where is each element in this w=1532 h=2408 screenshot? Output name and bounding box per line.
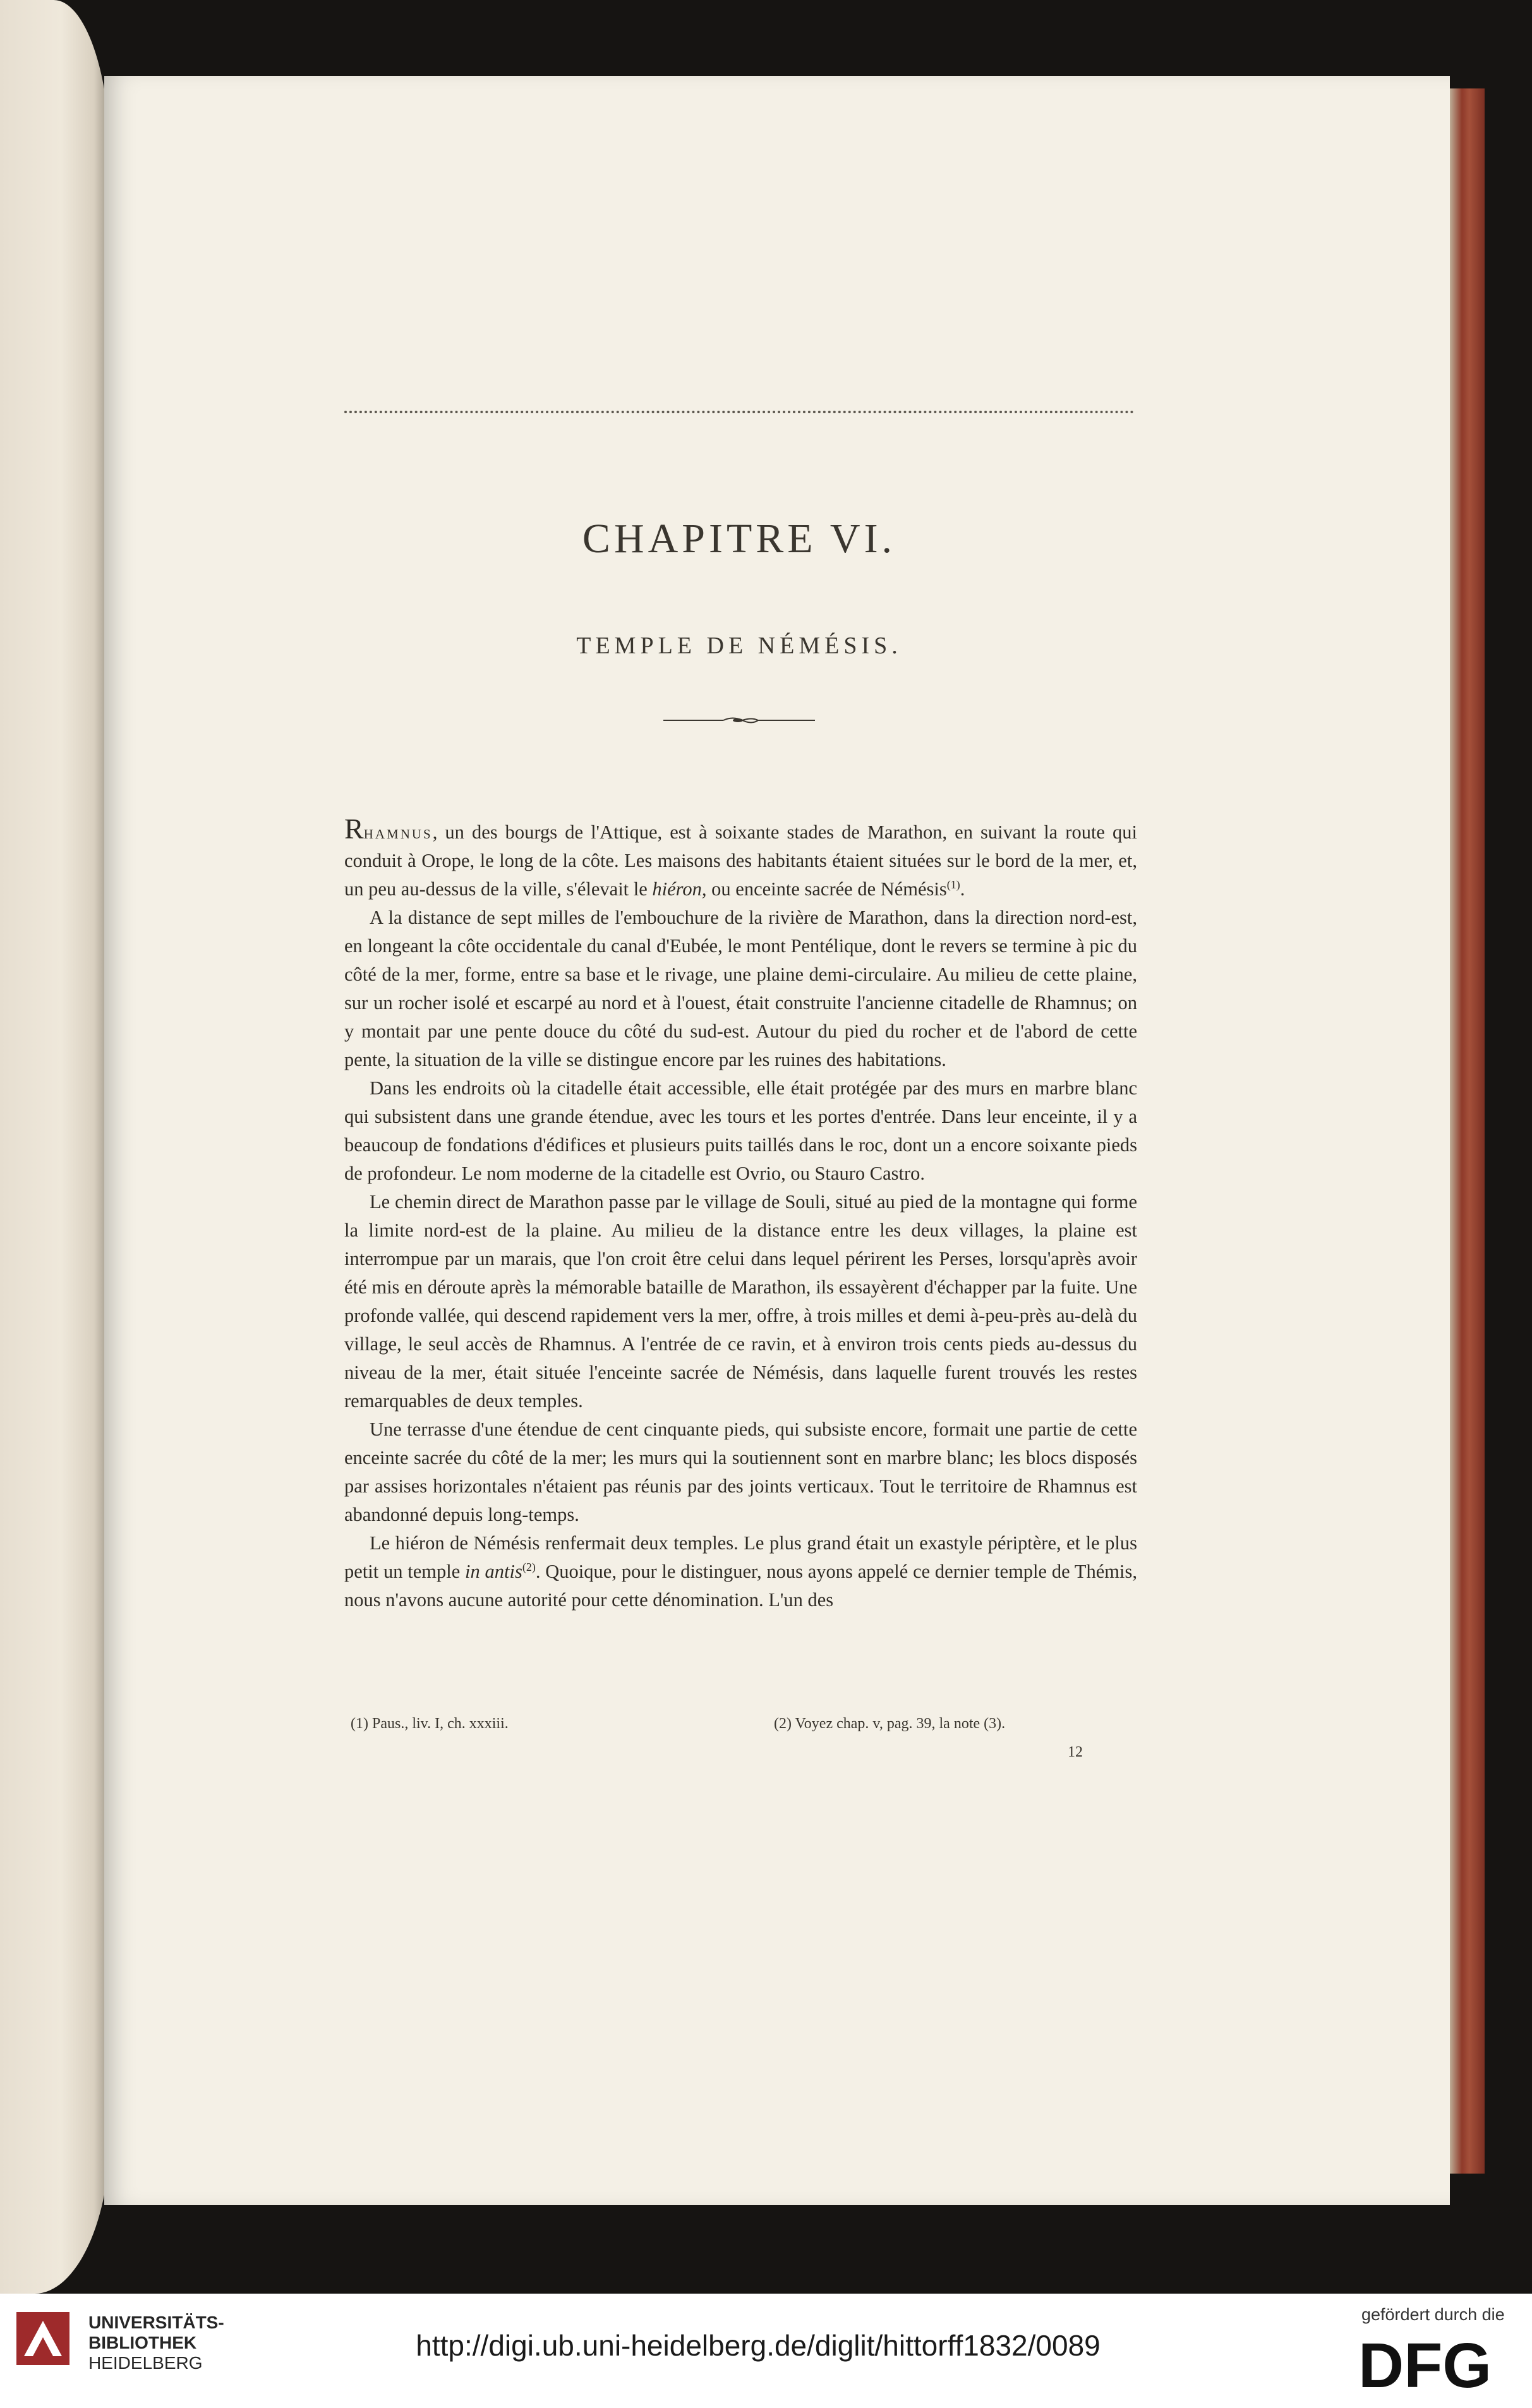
library-line-3: HEIDELBERG	[88, 2353, 203, 2373]
paragraph-4: Le chemin direct de Marathon passe par le village de Souli, situé au pied de la montagne qui forme la limite nord-est de la plaine. Au milieu de la distance entre les deux villages, la plaine est interrompue par un marais, que l'on croit être celui dans lequel périrent les Perses, lorsqu'après avoir été mis en déroute après la mémorable bataille de Marathon, ils essayèrent d'échapper par la fuite. Une profonde vallée, qui descend rapidement vers la mer, offre, à trois milles et demi à-peu-près au-delà du village, le seul accès de Rhamnus. A l'entrée de ce ravin, et à environ trois cents pieds au-dessus du niveau de la mer, était située l'enceinte sacrée de Némésis, dans laquelle furent trouvés les restes remarquables de deux temples.	[344, 1191, 1137, 1412]
page-url-link[interactable]: http://digi.ub.uni-heidelberg.de/diglit/hittorff1832/0089	[416, 2329, 1101, 2362]
dfg-logo-icon	[1358, 2332, 1516, 2395]
paragraph-2: A la distance de sept milles de l'embouchure de la rivière de Marathon, dans la direction nord-est, en longeant la côte occidentale du canal d'Eubée, le mont Pentélique, dont le revers se termine à pic du côté de la mer, forme, entre sa base et le rivage, une plaine demi-circulaire. Au milieu de cette plaine, sur un rocher isolé et escarpé au nord et à l'ouest, était construite l'ancienne citadelle de Rhamnus; on y montait par une pente douce du côté du sud-est. Autour du pied du rocher et de l'abord de cette pente, la situation de la ville se distingue encore par les ruines des habitations.	[344, 907, 1137, 1070]
paragraph-6	[344, 1529, 1137, 1614]
italic-term: hiéron,	[652, 878, 707, 900]
dfg-logo-text: DFG	[1358, 2332, 1492, 2395]
library-line-1: UNIVERSITÄTS-	[88, 2313, 224, 2332]
library-name	[88, 2313, 224, 2373]
chapter-subtitle: TEMPLE DE NÉMÉSIS.	[576, 632, 902, 659]
body-text	[344, 813, 1137, 1614]
drop-cap: R	[344, 813, 364, 845]
paragraph-1	[344, 813, 1137, 904]
footnote-ref: (1)	[946, 878, 960, 891]
footnote-1: (1) Paus., liv. I, ch. xxxiii.	[351, 1715, 509, 1732]
paragraph-end: .	[960, 878, 965, 900]
footnote-ref: (2)	[522, 1560, 536, 1573]
paragraph-text: ou enceinte sacrée de Némésis	[706, 878, 947, 900]
paragraph-3: Dans les endroits où la citadelle était accessible, elle était protégée par des murs en marbre blanc qui subsistent dans une grande étendue, avec les tours et les portes d'entrée. Dans leur enceinte, il y a beaucoup de fondations d'édifices et plusieurs puits taillés dans le roc, dont un a encore soixante pieds de profondeur. Le nom moderne de la citadelle est Ovrio, ou Stauro Castro.	[344, 1077, 1137, 1184]
paragraph-5: Une terrasse d'une étendue de cent cinquante pieds, qui subsiste encore, formait une partie de cette enceinte sacrée du côté de la mer; les murs qui la soutiennent sont en marbre blanc; les blocs disposés par assises horizontales n'étaient pas réunis par des joints verticaux. Tout le territoire de Rhamnus est abandonné depuis long-temps.	[344, 1419, 1137, 1525]
library-line-2: BIBLIOTHEK	[88, 2333, 197, 2352]
lead-word: hamnus	[363, 821, 433, 843]
paragraph-text: , un des bourgs de l'Attique, est à soixante stades de Marathon, en suivant la route qui conduit à Orope, le long de la côte. Les maisons des habitants étaient situées sur le bord de la mer, et, un peu au-dessus de la ville, s'élevait le	[344, 821, 1137, 900]
footnote-2: (2) Voyez chap. v, pag. 39, la note (3).	[774, 1715, 1006, 1732]
chapter-title: CHAPITRE VI.	[582, 516, 896, 562]
italic-term: in antis	[465, 1561, 522, 1582]
dotted-rule	[344, 411, 1134, 413]
page-number: 12	[1068, 1744, 1083, 1760]
paragraph-text: Le hiéron de Némésis renfermait deux temples. Le plus grand était un exastyle périptère, et le plus petit un temple	[344, 1532, 1137, 1582]
left-page-edge	[0, 0, 111, 2294]
funder-label: gefördert durch die	[1361, 2305, 1505, 2324]
university-seal-icon	[14, 2309, 72, 2368]
ornament-divider-icon	[663, 714, 815, 727]
paragraph-text: . Quoique, pour le distinguer, nous ayons appelé ce dernier temple de Thémis, nous n'avons aucune autorité pour cette dénomination. L'un des	[344, 1561, 1137, 1611]
